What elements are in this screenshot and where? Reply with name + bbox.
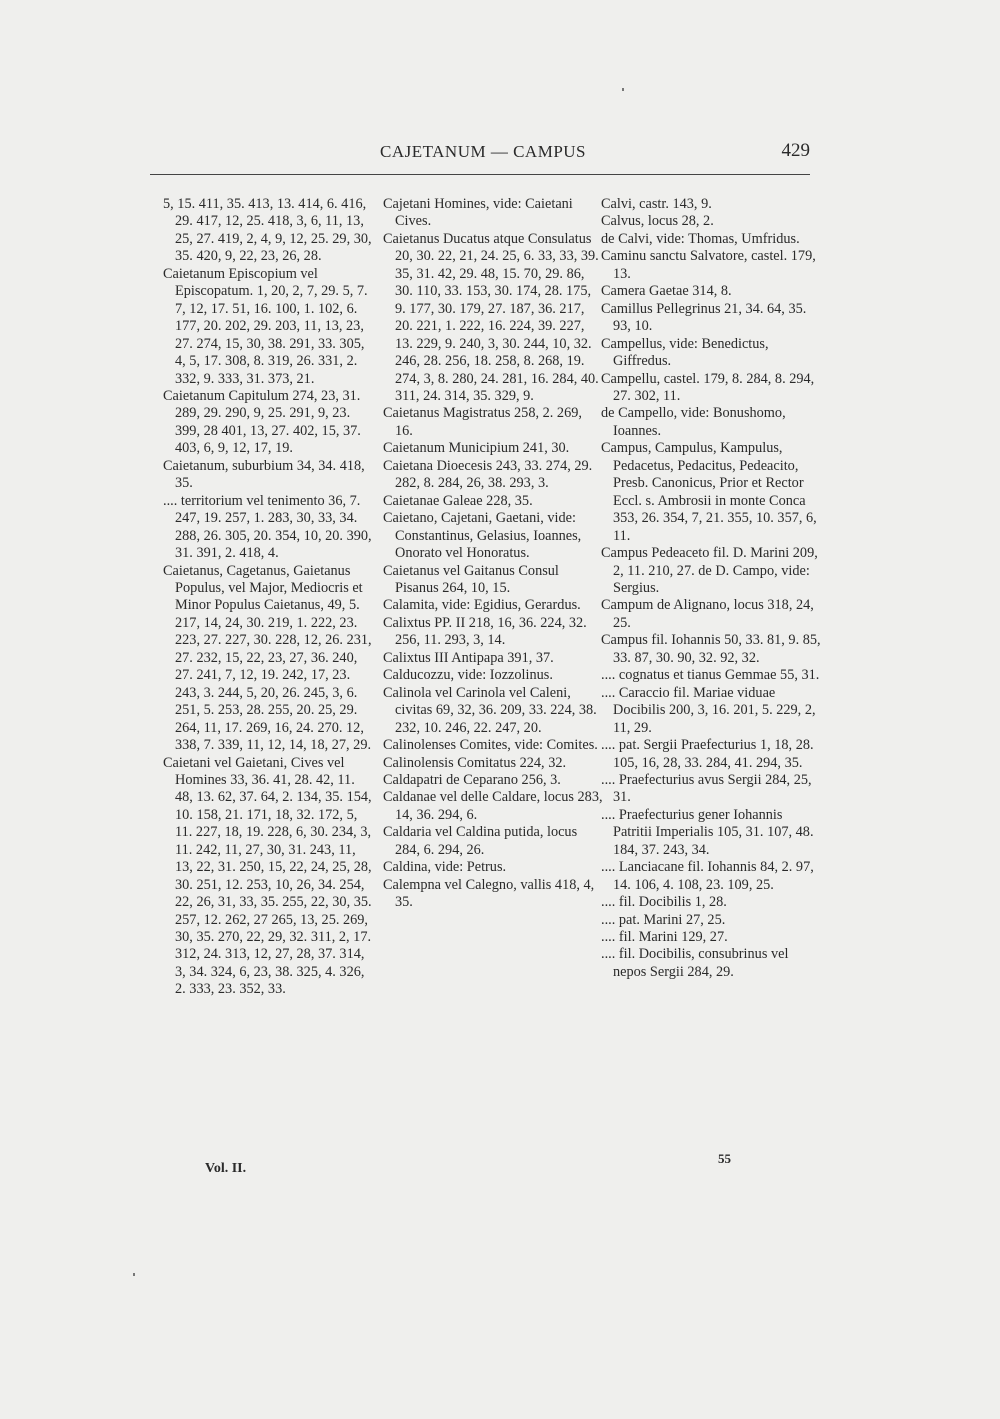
index-entry: de Calvi, vide: Thomas, Umfridus. (601, 230, 800, 247)
index-entry: .... Lanciacane fil. Iohannis 84, 2. 97, 14. 106, 4. 108, 23. 109, 25. (601, 859, 814, 893)
index-entry: Caietanum Municipium 241, 30. (383, 440, 570, 457)
index-entry: .... fil. Docibilis, consubrinus vel nepos Sergii 284, 29. (601, 946, 789, 980)
index-entry: Caietana Dioecesis 243, 33. 274, 29. 282, 8. 284, 26, 38. 293, 3. (383, 457, 593, 492)
index-entry: Campum de Alignano, locus 318, 24, 25. (601, 597, 814, 631)
index-entry: Calvus, locus 28, 2. (601, 213, 714, 230)
index-entry: Caldanae vel delle Caldare, locus 283, 14, 36. 294, 6. (383, 789, 603, 823)
header-rule (150, 174, 810, 175)
page-number: 429 (781, 140, 810, 161)
running-title: CAJETANUM — CAMPUS (380, 142, 587, 161)
signature-mark: 55 (718, 1151, 731, 1166)
index-entry: Calvi, castr. 143, 9. (601, 196, 712, 212)
index-entry: Caldaria vel Caldina putida, locus 284, 6. 294, 26. (383, 824, 578, 858)
index-entry: Calinolensis Comitatus 224, 32. (383, 754, 567, 771)
index-entry: Caietanum Episcopium vel Episcopatum. 1, 20, 2, 7, 29. 5, 7. 7, 12, 17. 51, 16. 100, 1. 102, 6. 177, 20. 202, 29. 203, 11, 13, 23, 27. 274, 15, 30, 38. 291, 33. 305, 4, 5, 17. 308, 8. 319, 26. 331, 2. 332, 9. 333, 31. 373, 21. (163, 265, 368, 387)
index-entry: Caldapatri de Ceparano 256, 3. (383, 771, 561, 788)
index-entry: Caietani vel Gaietani, Cives vel Homines 33, 36. 41, 28. 42, 11. 48, 13. 62, 37. 64, 2. 134, 35. 154, 10. 158, 21. 171, 18, 32. 172, 5, 11. 227, 18, 19. 228, 6, 30. 234, 3, 11. 242, 11, 27, 30, 31. 243, 11, 13, 22, 31. 250, 15, 22, 24, 25, 28, 30. 251, 12. 253, 10, 26, 34. 254, 22, 26, 31, 33, 35. 255, 22, 30, 35. 257, 12. 262, 27 265, 13, 25. 269, 30, 35. 270, 22, 29, 32. 311, 2, 17. 312, 24. 313, 12, 27, 28, 37. 314, 3, 34. 324, 6, 23, 38. 325, 4. 326, 2. 333, 23. 352, 33. (163, 754, 372, 998)
index-entry: .... Praefecturius avus Sergii 284, 25, 31. (601, 771, 812, 806)
index-entry: Caietanum, suburbium 34, 34. 418, 35. (163, 457, 365, 492)
index-entry: Caietanus, Cagetanus, Gaietanus Populus, vel Major, Mediocris et Minor Populus Caietanus, 49, 5. 217, 14, 24, 30. 219, 1. 222, 23. 223, 27. 227, 30. 228, 12, 26. 231, 27. 232, 15, 22, 23, 27, 36. 240, 27. 241, 7, 12, 19. 242, 17, 23. 243, 3. 244, 5, 20, 26. 245, 3, 6. 251, 5. 253, 28. 255, 20. 25, 29. 264, 11, 17. 269, 16, 24. 270. 12, 338, 7. 339, 11, 12, 14, 18, 27, 29. (163, 562, 372, 754)
index-entry: .... pat. Sergii Praefecturius 1, 18, 28. 105, 16, 28, 33. 284, 41. 294, 35. (601, 737, 814, 771)
index-entry: Caldina, vide: Petrus. (383, 859, 507, 876)
index-entry: Campellu, castel. 179, 8. 284, 8. 294, 27. 302, 11. (601, 370, 815, 404)
index-entry: Caminu sanctu Salvatore, castel. 179, 13. (601, 248, 816, 282)
page-header (150, 142, 810, 170)
index-entry: Calinola vel Carinola vel Caleni, civitas 69, 32, 36. 209, 33. 224, 38. 232, 10. 246, 22. 247, 20. (383, 684, 597, 736)
index-entry: .... cognatus et tianus Gemmae 55, 31. (601, 667, 820, 684)
index-entry: .... territorium vel tenimento 36, 7. 247, 19. 257, 1. 283, 30, 33, 34. 288, 26. 305, 20. 354, 10, 20. 390, 31. 391, 2. 418, 4. (163, 492, 372, 562)
index-entry: .... fil. Marini 129, 27. (601, 929, 728, 946)
index-entry: Calixtus PP. II 218, 16, 36. 224, 32. 256, 11. 293, 3, 14. (383, 614, 587, 649)
index-entry: Calempna vel Calegno, vallis 418, 4, 35. (383, 876, 595, 911)
paper-speck (622, 88, 624, 91)
index-entry: .... Caraccio fil. Mariae viduae Docibilis 200, 3, 16. 201, 5. 229, 2, 11, 29. (601, 684, 816, 736)
index-entry: Campellus, vide: Benedictus, Giffredus. (601, 335, 769, 370)
paper-speck (133, 1273, 135, 1276)
index-entry: Campus fil. Iohannis 50, 33. 81, 9. 85, 33. 87, 30. 90, 32. 92, 32. (601, 632, 821, 666)
index-entry: Campus Pedeaceto fil. D. Marini 209, 2, 11. 210, 27. de D. Campo, vide: Sergius. (601, 545, 818, 596)
index-entry: 5, 15. 411, 35. 413, 13. 414, 6. 416, 29. 417, 12, 25. 418, 3, 6, 11, 13, 25, 27. 419, 2, 4, 9, 12, 25. 29, 30, 35. 420, 9, 22, 23, 26, 28. (163, 196, 372, 265)
index-entry: .... Praefecturius gener Iohannis Patritii Imperialis 105, 31. 107, 48. 184, 37. 243, 34. (601, 806, 814, 858)
index-entry: Calinolenses Comites, vide: Comites. (383, 737, 598, 754)
index-column-2 (383, 196, 603, 912)
index-entry: de Campello, vide: Bonushomo, Ioannes. (601, 405, 786, 439)
index-entry: Caietanus Magistratus 258, 2. 269, 16. (383, 405, 582, 439)
index-entry: Cajetani Homines, vide: Caietani Cives. (383, 196, 573, 230)
index-entry: Caietanae Galeae 228, 35. (383, 492, 533, 509)
index-entry: Camera Gaetae 314, 8. (601, 283, 732, 300)
index-entry: Caietanum Capitulum 274, 23, 31. 289, 29. 290, 9, 25. 291, 9, 23. 399, 28 401, 13, 27. 402, 15, 37. 403, 6, 9, 12, 17, 19. (163, 387, 361, 457)
volume-label: Vol. II. (205, 1161, 247, 1176)
index-entry: Calamita, vide: Egidius, Gerardus. (383, 597, 581, 614)
index-entry: .... pat. Marini 27, 25. (601, 911, 726, 928)
index-entry: Camillus Pellegrinus 21, 34. 64, 35. 93, 10. (601, 300, 807, 335)
index-entry: .... fil. Docibilis 1, 28. (601, 894, 727, 911)
index-entry: Caietanus vel Gaitanus Consul Pisanus 264, 10, 15. (383, 562, 559, 596)
index-entry: Campus, Campulus, Kampulus, Pedacetus, Pedacitus, Pedeacito, Presb. Canonicus, Prior et Rector Eccl. s. Ambrosii in monte Conca 353, 26. 354, 7, 21. 355, 10. 357, 6, 11. (601, 440, 817, 544)
index-entry: Caietano, Cajetani, Gaetani, vide: Constantinus, Gelasius, Ioannes, Onorato vel Honoratus. (383, 510, 582, 562)
index-column-1 (163, 196, 375, 999)
index-entry: Calixtus III Antipapa 391, 37. (383, 649, 554, 666)
index-column-3 (601, 196, 821, 981)
index-entry: Calducozzu, vide: Iozzolinus. (383, 667, 553, 684)
index-entry: Caietanus Ducatus atque Consulatus 20, 30. 22, 21, 24. 25, 6. 33, 33, 39. 35, 31. 42, 29. 48, 15. 70, 29. 86, 30. 110, 33. 153, 30. 174, 28. 175, 9. 177, 30. 179, 27. 187, 36. 217, 20. 221, 1. 222, 16. 224, 39. 227, 13. 229, 9. 240, 3, 30. 244, 10, 32. 246, 28. 256, 18. 258, 8. 268, 19. 274, 3, 8. 280, 24. 281, 16. 284, 40. 311, 24. 314, 35. 329, 9. (383, 230, 599, 404)
